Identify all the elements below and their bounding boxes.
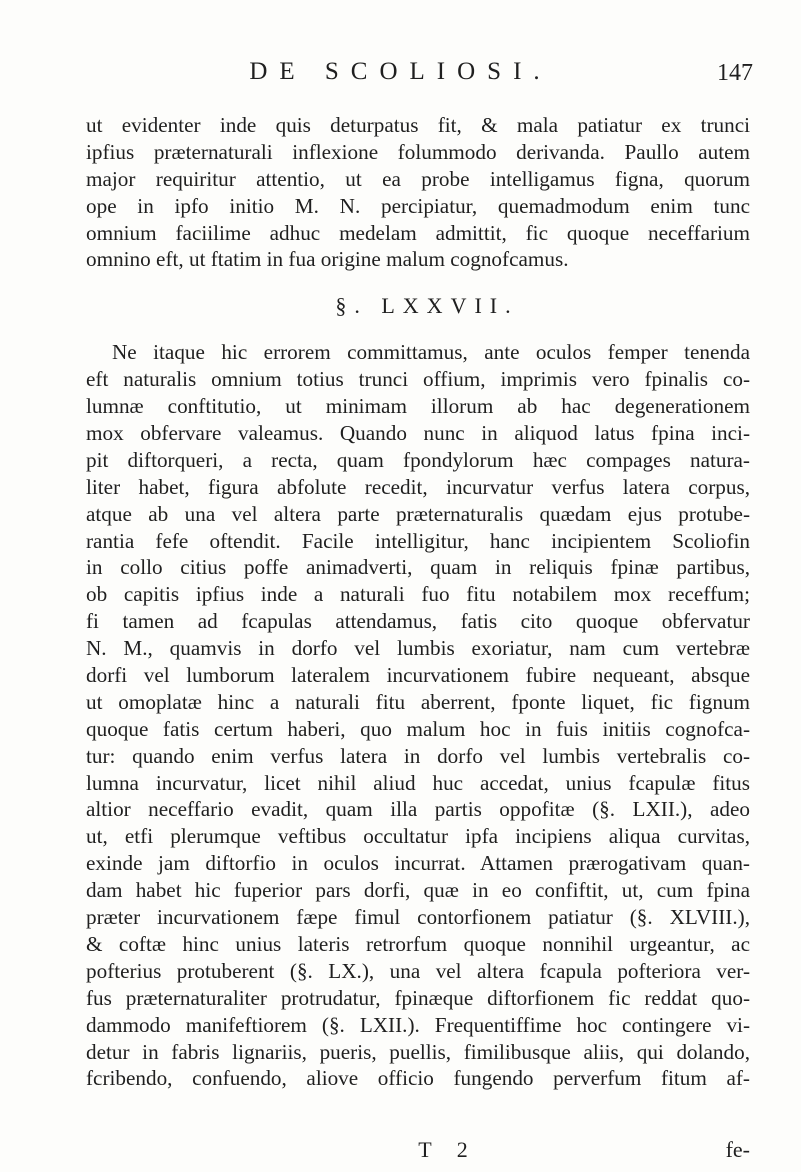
running-head	[0, 58, 801, 88]
paragraph-1	[86, 112, 750, 273]
text-line: præter incurvationem fæpe fimul contorfionem patiatur (§. XLVIII.),	[86, 905, 750, 930]
text-line: in collo citius poffe animadverti, quam in reliquis fpinæ partibus,	[86, 555, 750, 580]
text-line: lumnæ conftitutio, ut minimam illorum ab hac degenerationem	[86, 394, 750, 419]
text-line: ut omoplatæ hinc a naturali fitu aberrent, fponte liquet, fic fignum	[86, 689, 750, 714]
text-line: ope in ipfo initio M. N. percipiatur, quemadmodum enim tunc	[86, 193, 750, 218]
text-line: dammodo manifeftiorem (§. LXII.). Frequentiffime hoc contingere vi-	[86, 1012, 750, 1037]
text-line: omnium faciilime adhuc medelam admittit, fic quoque neceffarium	[86, 220, 750, 245]
text-line: dorfi vel lumborum lateralem incurvationem fubire nequeant, absque	[86, 663, 750, 688]
text-line: fus præternaturaliter protrudatur, fpinæque diftorfionem fic reddat quo-	[86, 985, 750, 1010]
spacer	[86, 273, 750, 289]
text-line: ob capitis ipfius inde a naturali fuo fitu notabilem mox receffum;	[86, 582, 750, 607]
page-footer	[86, 1137, 750, 1165]
text-line: liter habet, figura abfolute recedit, incurvatur verfus latera corpus,	[86, 474, 750, 499]
text-line: mox obfervare valeamus. Quando nunc in aliquod latus fpina inci-	[86, 421, 750, 446]
text-line: pofterius protuberent (§. LX.), una vel altera fcapula pofteriora ver-	[86, 958, 750, 983]
text-line: atque ab una vel altera parte præternaturalis quædam ejus protube-	[86, 501, 750, 526]
text-line: eft naturalis omnium totius trunci offium, imprimis vero fpinalis co-	[86, 367, 750, 392]
text-line: ut, etfi plerumque veftibus occultatur ipfa incipiens aliqua curvitas,	[86, 824, 750, 849]
body-text	[86, 112, 750, 1092]
text-line: altior neceffario evadit, quam illa partis oppofitæ (§. LXII.), adeo	[86, 797, 750, 822]
page-number: 147	[717, 60, 753, 86]
text-line: fi tamen ad fcapulas attendamus, fatis cito quoque obfervatur	[86, 609, 750, 634]
spacer	[86, 323, 750, 339]
text-line: N. M., quamvis in dorfo vel lumbis exoriatur, nam cum vertebræ	[86, 636, 750, 661]
text-line: dam habet hic fuperior pars dorfi, quæ in eo confiftit, ut, cum fpina	[86, 878, 750, 903]
text-line: major requiritur attentio, ut ea probe intelligamus figna, quorum	[86, 166, 750, 191]
text-line: ut evidenter inde quis deturpatus fit, & mala patiatur ex trunci	[86, 113, 750, 137]
text-line: pit diftorqueri, a recta, quam fpondylorum hæc compages natura-	[86, 447, 750, 472]
text-line: omnino eft, ut ftatim in fua origine malum cognofcamus.	[86, 247, 569, 272]
catchword: fe-	[725, 1137, 750, 1162]
text-line: Ne itaque hic errorem committamus, ante oculos femper tenenda	[112, 340, 750, 365]
text-line: lumna incurvatur, licet nihil aliud huc accedat, unius fcapulæ fitus	[86, 770, 750, 795]
text-line: tur: quando enim verfus latera in dorfo vel lumbis vertebralis co-	[86, 743, 750, 768]
signature-mark: T 2	[418, 1137, 478, 1162]
text-line: quoque fatis certum haberi, quo malum hoc in fuis initiis cognofca-	[86, 716, 750, 741]
running-title: DE SCOLIOSI.	[249, 58, 552, 85]
paragraph-2	[86, 339, 750, 1092]
text-line: & coftæ hinc unius lateris retrorfum quoque nonnihil urgeantur, ac	[86, 931, 750, 956]
section-heading: §. LXXVII.	[335, 293, 519, 319]
text-line: detur in fabris lignariis, pueris, puellis, fimilibusque aliis, qui dolando,	[86, 1039, 750, 1064]
text-line: ipfius præternaturali inflexione folummodo derivanda. Paullo autem	[86, 139, 750, 164]
text-line: rantia fefe oftendit. Facile intelligitur, hanc incipientem Scoliofin	[86, 528, 750, 553]
text-line: exinde jam diftorfio in oculos incurrat. Attamen prærogativam quan-	[86, 851, 750, 876]
text-line: fcribendo, confuendo, aliove officio fungendo perverfum fitum af-	[86, 1066, 750, 1091]
